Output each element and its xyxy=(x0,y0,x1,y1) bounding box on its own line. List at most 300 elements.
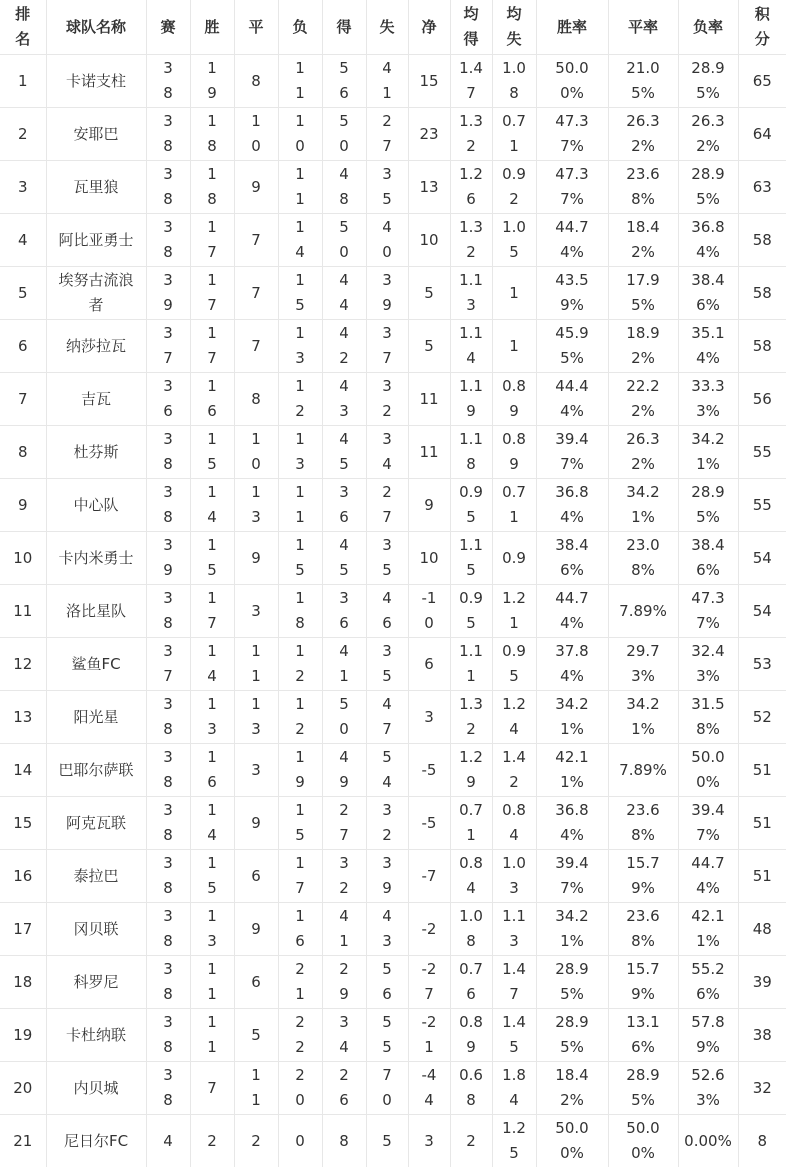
cell-draws: 11 xyxy=(234,1062,278,1115)
table-row xyxy=(0,744,786,797)
table-row xyxy=(0,108,786,161)
cell-team: 内贝城 xyxy=(46,1062,146,1115)
cell-avg-against: 1.25 xyxy=(492,1115,536,1167)
cell-draws: 5 xyxy=(234,1009,278,1062)
cell-draws: 11 xyxy=(234,638,278,691)
cell-avg-against: 0.89 xyxy=(492,373,536,426)
cell-goal-diff: 3 xyxy=(408,1115,450,1167)
cell-losses: 13 xyxy=(278,426,322,479)
cell-avg-against: 1 xyxy=(492,320,536,373)
cell-wins: 16 xyxy=(190,744,234,797)
cell-draws: 6 xyxy=(234,850,278,903)
cell-goals-against: 56 xyxy=(366,956,408,1009)
cell-points: 55 xyxy=(738,479,786,532)
cell-draw-rate: 13.16% xyxy=(608,1009,678,1062)
table-row xyxy=(0,479,786,532)
cell-draws: 10 xyxy=(234,426,278,479)
table-row xyxy=(0,267,786,320)
cell-goals-for: 36 xyxy=(322,585,366,638)
cell-goal-diff: 9 xyxy=(408,479,450,532)
column-header-team: 球队名称 xyxy=(46,0,146,55)
cell-goal-diff: 10 xyxy=(408,214,450,267)
cell-rank: 10 xyxy=(0,532,46,585)
cell-rank: 9 xyxy=(0,479,46,532)
cell-goals-for: 50 xyxy=(322,214,366,267)
cell-team: 杜芬斯 xyxy=(46,426,146,479)
cell-win-rate: 39.47% xyxy=(536,426,608,479)
column-header-points: 积分 xyxy=(738,0,786,55)
cell-goals-for: 43 xyxy=(322,373,366,426)
cell-team: 阿克瓦联 xyxy=(46,797,146,850)
cell-avg-against: 1.84 xyxy=(492,1062,536,1115)
cell-draws: 6 xyxy=(234,956,278,1009)
cell-goal-diff: 13 xyxy=(408,161,450,214)
cell-points: 51 xyxy=(738,797,786,850)
cell-rank: 4 xyxy=(0,214,46,267)
cell-win-rate: 50.00% xyxy=(536,55,608,108)
cell-rank: 6 xyxy=(0,320,46,373)
cell-losses: 12 xyxy=(278,373,322,426)
cell-goal-diff: -7 xyxy=(408,850,450,903)
cell-avg-for: 1.26 xyxy=(450,161,492,214)
cell-goals-against: 55 xyxy=(366,1009,408,1062)
column-header-losses: 负 xyxy=(278,0,322,55)
cell-losses: 17 xyxy=(278,850,322,903)
cell-avg-against: 0.71 xyxy=(492,479,536,532)
cell-played: 38 xyxy=(146,1062,190,1115)
cell-rank: 2 xyxy=(0,108,46,161)
cell-goals-for: 50 xyxy=(322,108,366,161)
cell-avg-for: 1.32 xyxy=(450,214,492,267)
cell-losses: 18 xyxy=(278,585,322,638)
cell-draw-rate: 26.32% xyxy=(608,426,678,479)
cell-goals-against: 32 xyxy=(366,797,408,850)
cell-played: 38 xyxy=(146,1009,190,1062)
cell-losses: 19 xyxy=(278,744,322,797)
cell-goals-for: 42 xyxy=(322,320,366,373)
cell-avg-against: 1.05 xyxy=(492,214,536,267)
cell-losses: 16 xyxy=(278,903,322,956)
cell-rank: 14 xyxy=(0,744,46,797)
column-header-goals-against: 失 xyxy=(366,0,408,55)
cell-loss-rate: 57.89% xyxy=(678,1009,738,1062)
cell-win-rate: 45.95% xyxy=(536,320,608,373)
cell-rank: 3 xyxy=(0,161,46,214)
cell-avg-for: 0.89 xyxy=(450,1009,492,1062)
cell-win-rate: 43.59% xyxy=(536,267,608,320)
cell-goals-against: 32 xyxy=(366,373,408,426)
cell-team: 阿比亚勇士 xyxy=(46,214,146,267)
cell-avg-against: 1.24 xyxy=(492,691,536,744)
cell-wins: 18 xyxy=(190,161,234,214)
cell-points: 54 xyxy=(738,585,786,638)
table-row xyxy=(0,1062,786,1115)
cell-points: 38 xyxy=(738,1009,786,1062)
cell-avg-for: 0.76 xyxy=(450,956,492,1009)
cell-losses: 15 xyxy=(278,532,322,585)
cell-avg-against: 1.13 xyxy=(492,903,536,956)
cell-points: 54 xyxy=(738,532,786,585)
cell-losses: 11 xyxy=(278,55,322,108)
cell-loss-rate: 52.63% xyxy=(678,1062,738,1115)
cell-goals-against: 47 xyxy=(366,691,408,744)
cell-played: 38 xyxy=(146,691,190,744)
table-row xyxy=(0,956,786,1009)
cell-points: 64 xyxy=(738,108,786,161)
cell-losses: 22 xyxy=(278,1009,322,1062)
cell-rank: 7 xyxy=(0,373,46,426)
cell-draw-rate: 21.05% xyxy=(608,55,678,108)
cell-win-rate: 50.00% xyxy=(536,1115,608,1167)
cell-wins: 11 xyxy=(190,1009,234,1062)
table-row xyxy=(0,161,786,214)
cell-points: 32 xyxy=(738,1062,786,1115)
cell-wins: 14 xyxy=(190,479,234,532)
cell-goal-diff: 5 xyxy=(408,267,450,320)
cell-points: 51 xyxy=(738,850,786,903)
cell-avg-for: 1.32 xyxy=(450,691,492,744)
cell-goal-diff: -27 xyxy=(408,956,450,1009)
cell-goal-diff: 11 xyxy=(408,373,450,426)
column-header-goal-diff: 净 xyxy=(408,0,450,55)
cell-win-rate: 28.95% xyxy=(536,1009,608,1062)
cell-avg-against: 1.45 xyxy=(492,1009,536,1062)
cell-goals-against: 5 xyxy=(366,1115,408,1167)
cell-draws: 9 xyxy=(234,532,278,585)
cell-goals-for: 41 xyxy=(322,638,366,691)
cell-loss-rate: 36.84% xyxy=(678,214,738,267)
cell-losses: 15 xyxy=(278,267,322,320)
cell-draws: 7 xyxy=(234,267,278,320)
cell-draws: 8 xyxy=(234,373,278,426)
cell-team: 鲨鱼FC xyxy=(46,638,146,691)
cell-draws: 7 xyxy=(234,320,278,373)
cell-points: 53 xyxy=(738,638,786,691)
cell-goal-diff: -10 xyxy=(408,585,450,638)
cell-avg-for: 2 xyxy=(450,1115,492,1167)
cell-avg-for: 1.47 xyxy=(450,55,492,108)
cell-points: 55 xyxy=(738,426,786,479)
cell-wins: 11 xyxy=(190,956,234,1009)
cell-goals-for: 44 xyxy=(322,267,366,320)
cell-rank: 13 xyxy=(0,691,46,744)
cell-draw-rate: 17.95% xyxy=(608,267,678,320)
cell-played: 38 xyxy=(146,426,190,479)
cell-draws: 9 xyxy=(234,903,278,956)
column-header-played: 赛 xyxy=(146,0,190,55)
cell-avg-against: 1.42 xyxy=(492,744,536,797)
table-row xyxy=(0,797,786,850)
cell-played: 38 xyxy=(146,55,190,108)
cell-goals-against: 70 xyxy=(366,1062,408,1115)
cell-losses: 13 xyxy=(278,320,322,373)
column-header-goals-for: 得 xyxy=(322,0,366,55)
cell-rank: 12 xyxy=(0,638,46,691)
cell-avg-for: 0.71 xyxy=(450,797,492,850)
cell-points: 39 xyxy=(738,956,786,1009)
cell-win-rate: 34.21% xyxy=(536,691,608,744)
cell-avg-for: 1.13 xyxy=(450,267,492,320)
cell-goal-diff: 23 xyxy=(408,108,450,161)
cell-loss-rate: 33.33% xyxy=(678,373,738,426)
cell-played: 39 xyxy=(146,267,190,320)
cell-win-rate: 44.74% xyxy=(536,214,608,267)
cell-rank: 8 xyxy=(0,426,46,479)
cell-goal-diff: -44 xyxy=(408,1062,450,1115)
cell-goals-against: 46 xyxy=(366,585,408,638)
column-header-avg-against: 均失 xyxy=(492,0,536,55)
cell-team: 卡杜纳联 xyxy=(46,1009,146,1062)
cell-played: 38 xyxy=(146,797,190,850)
cell-wins: 18 xyxy=(190,108,234,161)
cell-points: 51 xyxy=(738,744,786,797)
cell-loss-rate: 26.32% xyxy=(678,108,738,161)
cell-wins: 13 xyxy=(190,691,234,744)
cell-avg-for: 1.14 xyxy=(450,320,492,373)
cell-avg-against: 1.03 xyxy=(492,850,536,903)
cell-points: 52 xyxy=(738,691,786,744)
table-row xyxy=(0,214,786,267)
cell-goals-against: 34 xyxy=(366,426,408,479)
cell-played: 38 xyxy=(146,108,190,161)
cell-win-rate: 39.47% xyxy=(536,850,608,903)
cell-loss-rate: 55.26% xyxy=(678,956,738,1009)
cell-goals-for: 45 xyxy=(322,532,366,585)
cell-team: 安耶巴 xyxy=(46,108,146,161)
cell-played: 38 xyxy=(146,479,190,532)
cell-team: 中心队 xyxy=(46,479,146,532)
cell-avg-against: 1.08 xyxy=(492,55,536,108)
cell-draws: 13 xyxy=(234,479,278,532)
cell-team: 埃努古流浪者 xyxy=(46,267,146,320)
cell-played: 38 xyxy=(146,956,190,1009)
cell-win-rate: 47.37% xyxy=(536,108,608,161)
cell-wins: 17 xyxy=(190,214,234,267)
cell-points: 48 xyxy=(738,903,786,956)
cell-draws: 8 xyxy=(234,55,278,108)
cell-goals-for: 32 xyxy=(322,850,366,903)
cell-played: 37 xyxy=(146,320,190,373)
cell-avg-for: 0.84 xyxy=(450,850,492,903)
cell-played: 36 xyxy=(146,373,190,426)
cell-goals-against: 41 xyxy=(366,55,408,108)
table-row xyxy=(0,1115,786,1167)
cell-win-rate: 34.21% xyxy=(536,903,608,956)
cell-goals-against: 39 xyxy=(366,267,408,320)
cell-avg-against: 0.89 xyxy=(492,426,536,479)
cell-goals-for: 34 xyxy=(322,1009,366,1062)
cell-draws: 7 xyxy=(234,214,278,267)
cell-avg-for: 1.19 xyxy=(450,373,492,426)
table-row xyxy=(0,55,786,108)
cell-team: 阳光星 xyxy=(46,691,146,744)
cell-win-rate: 36.84% xyxy=(536,797,608,850)
cell-loss-rate: 47.37% xyxy=(678,585,738,638)
cell-loss-rate: 32.43% xyxy=(678,638,738,691)
cell-goals-for: 41 xyxy=(322,903,366,956)
cell-wins: 15 xyxy=(190,426,234,479)
cell-goals-for: 45 xyxy=(322,426,366,479)
cell-team: 纳莎拉瓦 xyxy=(46,320,146,373)
cell-points: 58 xyxy=(738,320,786,373)
table-row xyxy=(0,373,786,426)
cell-rank: 5 xyxy=(0,267,46,320)
cell-goals-for: 49 xyxy=(322,744,366,797)
cell-draw-rate: 7.89% xyxy=(608,744,678,797)
cell-wins: 17 xyxy=(190,320,234,373)
cell-losses: 11 xyxy=(278,161,322,214)
cell-draw-rate: 29.73% xyxy=(608,638,678,691)
cell-goals-for: 26 xyxy=(322,1062,366,1115)
cell-draw-rate: 23.68% xyxy=(608,161,678,214)
cell-wins: 14 xyxy=(190,797,234,850)
cell-played: 38 xyxy=(146,214,190,267)
cell-losses: 14 xyxy=(278,214,322,267)
column-header-draws: 平 xyxy=(234,0,278,55)
cell-team: 瓦里狼 xyxy=(46,161,146,214)
cell-avg-for: 0.95 xyxy=(450,479,492,532)
cell-loss-rate: 42.11% xyxy=(678,903,738,956)
cell-losses: 10 xyxy=(278,108,322,161)
cell-goals-for: 36 xyxy=(322,479,366,532)
cell-avg-for: 1.15 xyxy=(450,532,492,585)
cell-rank: 1 xyxy=(0,55,46,108)
cell-draw-rate: 28.95% xyxy=(608,1062,678,1115)
cell-draws: 9 xyxy=(234,161,278,214)
cell-wins: 13 xyxy=(190,903,234,956)
cell-goal-diff: -2 xyxy=(408,903,450,956)
cell-draws: 10 xyxy=(234,108,278,161)
table-row xyxy=(0,691,786,744)
table-row xyxy=(0,426,786,479)
cell-wins: 15 xyxy=(190,850,234,903)
cell-avg-for: 1.11 xyxy=(450,638,492,691)
cell-wins: 17 xyxy=(190,585,234,638)
header-row xyxy=(0,0,786,55)
cell-goal-diff: 5 xyxy=(408,320,450,373)
cell-played: 39 xyxy=(146,532,190,585)
cell-losses: 0 xyxy=(278,1115,322,1167)
cell-goal-diff: 3 xyxy=(408,691,450,744)
cell-draw-rate: 23.68% xyxy=(608,797,678,850)
cell-draw-rate: 50.00% xyxy=(608,1115,678,1167)
cell-avg-for: 0.68 xyxy=(450,1062,492,1115)
cell-goals-against: 37 xyxy=(366,320,408,373)
cell-draw-rate: 18.92% xyxy=(608,320,678,373)
cell-wins: 19 xyxy=(190,55,234,108)
cell-goal-diff: 6 xyxy=(408,638,450,691)
cell-draw-rate: 23.68% xyxy=(608,903,678,956)
cell-draw-rate: 15.79% xyxy=(608,956,678,1009)
cell-rank: 16 xyxy=(0,850,46,903)
table-row xyxy=(0,1009,786,1062)
cell-avg-for: 0.95 xyxy=(450,585,492,638)
cell-played: 38 xyxy=(146,850,190,903)
cell-rank: 21 xyxy=(0,1115,46,1167)
column-header-draw-rate: 平率 xyxy=(608,0,678,55)
cell-goals-against: 27 xyxy=(366,108,408,161)
cell-loss-rate: 38.46% xyxy=(678,267,738,320)
cell-losses: 11 xyxy=(278,479,322,532)
cell-avg-against: 1 xyxy=(492,267,536,320)
cell-win-rate: 44.44% xyxy=(536,373,608,426)
cell-goals-for: 56 xyxy=(322,55,366,108)
cell-team: 泰拉巴 xyxy=(46,850,146,903)
cell-team: 卡内米勇士 xyxy=(46,532,146,585)
cell-win-rate: 37.84% xyxy=(536,638,608,691)
cell-goals-for: 27 xyxy=(322,797,366,850)
cell-team: 冈贝联 xyxy=(46,903,146,956)
column-header-avg-for: 均得 xyxy=(450,0,492,55)
cell-rank: 18 xyxy=(0,956,46,1009)
cell-played: 38 xyxy=(146,744,190,797)
cell-avg-against: 1.47 xyxy=(492,956,536,1009)
cell-team: 洛比星队 xyxy=(46,585,146,638)
cell-rank: 17 xyxy=(0,903,46,956)
cell-played: 37 xyxy=(146,638,190,691)
cell-rank: 20 xyxy=(0,1062,46,1115)
cell-avg-against: 0.71 xyxy=(492,108,536,161)
table-row xyxy=(0,320,786,373)
cell-avg-for: 1.29 xyxy=(450,744,492,797)
cell-losses: 12 xyxy=(278,691,322,744)
cell-draw-rate: 34.21% xyxy=(608,479,678,532)
cell-losses: 12 xyxy=(278,638,322,691)
column-header-wins: 胜 xyxy=(190,0,234,55)
cell-points: 56 xyxy=(738,373,786,426)
cell-loss-rate: 44.74% xyxy=(678,850,738,903)
cell-wins: 7 xyxy=(190,1062,234,1115)
cell-goals-against: 35 xyxy=(366,532,408,585)
cell-goal-diff: -5 xyxy=(408,797,450,850)
cell-points: 58 xyxy=(738,267,786,320)
cell-losses: 20 xyxy=(278,1062,322,1115)
cell-goal-diff: 11 xyxy=(408,426,450,479)
cell-win-rate: 47.37% xyxy=(536,161,608,214)
cell-avg-against: 0.92 xyxy=(492,161,536,214)
cell-avg-against: 0.9 xyxy=(492,532,536,585)
cell-losses: 21 xyxy=(278,956,322,1009)
cell-win-rate: 38.46% xyxy=(536,532,608,585)
cell-draws: 9 xyxy=(234,797,278,850)
cell-goals-against: 40 xyxy=(366,214,408,267)
cell-draws: 2 xyxy=(234,1115,278,1167)
table-row xyxy=(0,585,786,638)
cell-draw-rate: 34.21% xyxy=(608,691,678,744)
cell-draws: 3 xyxy=(234,744,278,797)
cell-draws: 3 xyxy=(234,585,278,638)
cell-avg-against: 0.95 xyxy=(492,638,536,691)
cell-played: 38 xyxy=(146,585,190,638)
column-header-win-rate: 胜率 xyxy=(536,0,608,55)
cell-wins: 14 xyxy=(190,638,234,691)
cell-draw-rate: 15.79% xyxy=(608,850,678,903)
cell-points: 65 xyxy=(738,55,786,108)
cell-wins: 16 xyxy=(190,373,234,426)
cell-loss-rate: 28.95% xyxy=(678,161,738,214)
cell-team: 尼日尔FC xyxy=(46,1115,146,1167)
cell-draw-rate: 7.89% xyxy=(608,585,678,638)
cell-draw-rate: 22.22% xyxy=(608,373,678,426)
cell-played: 4 xyxy=(146,1115,190,1167)
cell-win-rate: 18.42% xyxy=(536,1062,608,1115)
cell-goals-for: 48 xyxy=(322,161,366,214)
cell-goal-diff: 10 xyxy=(408,532,450,585)
cell-goals-for: 50 xyxy=(322,691,366,744)
cell-loss-rate: 39.47% xyxy=(678,797,738,850)
cell-goal-diff: -21 xyxy=(408,1009,450,1062)
cell-rank: 11 xyxy=(0,585,46,638)
